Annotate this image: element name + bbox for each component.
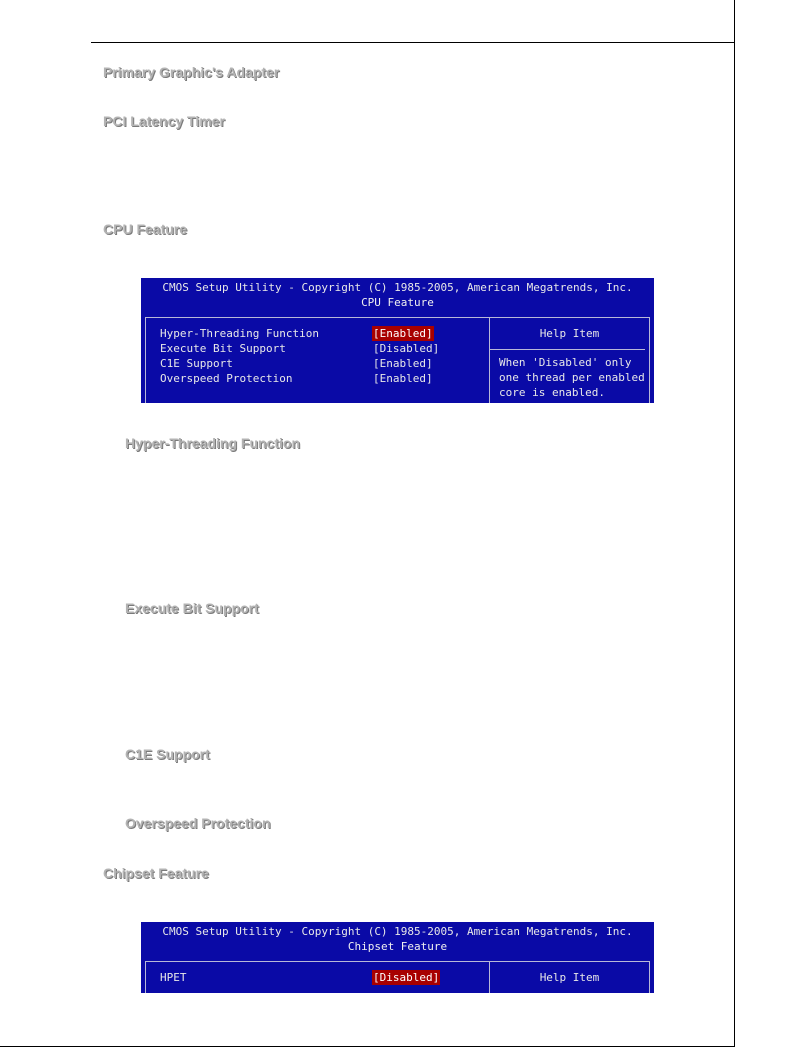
bios-item-execute-bit[interactable] — [160, 341, 480, 356]
heading-c1e-support: C1E Support — [125, 746, 210, 762]
bios-item-label: C1E Support — [160, 357, 233, 370]
bios-item-hyper-threading[interactable] — [160, 326, 480, 341]
bios-item-hpet[interactable] — [160, 970, 480, 985]
bios-screen-subtitle: Chipset Feature — [347, 940, 448, 953]
chipset-feature-bios-screen — [141, 922, 654, 993]
heading-primary-graphics-adapter: Primary Graphic's Adapter — [103, 64, 280, 80]
bios-item-value[interactable]: [Disabled] — [373, 342, 440, 355]
bios-help-text — [499, 355, 654, 400]
bios-item-overspeed[interactable] — [160, 371, 480, 386]
bios-settings-panel — [145, 317, 650, 403]
bios-item-label: Hyper-Threading Function — [160, 327, 319, 340]
top-rule — [91, 42, 734, 43]
bios-header — [141, 922, 654, 954]
heading-hyper-threading-function: Hyper-Threading Function — [125, 435, 300, 451]
bios-help-line: When 'Disabled' only — [499, 356, 632, 369]
heading-chipset-feature: Chipset Feature — [103, 865, 209, 881]
bios-help-line: one thread per enabled — [499, 371, 645, 384]
bios-copyright-title: CMOS Setup Utility - Copyright (C) 1985-2005, American Megatrends, Inc. — [162, 925, 633, 938]
cpu-feature-bios-screen — [141, 278, 654, 403]
bios-help-line: core is enabled. — [499, 386, 605, 399]
bios-screen-subtitle: CPU Feature — [361, 296, 434, 309]
bios-item-value[interactable]: [Enabled] — [373, 357, 433, 370]
heading-cpu-feature: CPU Feature — [103, 221, 188, 237]
bios-header — [141, 278, 654, 310]
bios-item-value[interactable]: [Enabled] — [373, 372, 433, 385]
bios-item-c1e[interactable] — [160, 356, 480, 371]
right-margin-rule — [734, 0, 735, 1047]
heading-execute-bit-support: Execute Bit Support — [125, 600, 259, 616]
bios-item-value[interactable]: [Disabled] — [373, 971, 440, 984]
bios-item-label: HPET — [160, 971, 187, 984]
bios-item-label: Execute Bit Support — [160, 342, 286, 355]
bios-help-title: Help Item — [539, 971, 600, 984]
bios-item-value[interactable]: [Enabled] — [373, 327, 433, 340]
bios-copyright-title: CMOS Setup Utility - Copyright (C) 1985-2005, American Megatrends, Inc. — [162, 281, 633, 294]
bios-settings-panel — [145, 961, 650, 993]
bios-help-separator — [490, 349, 645, 350]
heading-overspeed-protection: Overspeed Protection — [125, 815, 271, 831]
heading-pci-latency-timer: PCI Latency Timer — [103, 113, 225, 129]
bios-help-title: Help Item — [539, 327, 600, 340]
bios-item-label: Overspeed Protection — [160, 372, 293, 385]
